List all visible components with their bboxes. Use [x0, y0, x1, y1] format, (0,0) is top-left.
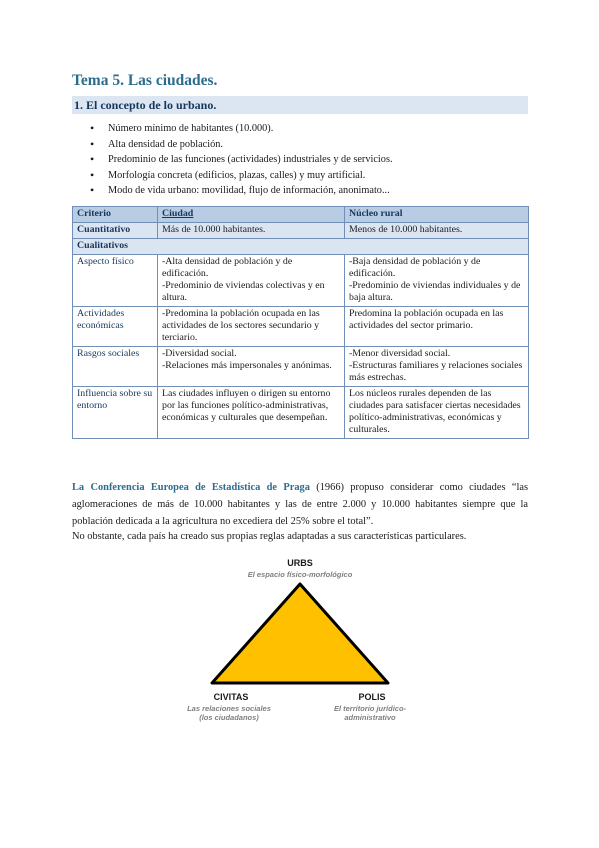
triangle-shape [212, 584, 388, 683]
polis-sublabel-1: El territorio jurídico- [333, 704, 407, 713]
ciudad-cell: -Predomina la población ocupada en las actividades de los sectores secundario y terciario. [158, 307, 345, 347]
civitas-sublabel-2: (los ciudadanos) [199, 713, 259, 722]
criterio-cell: Actividades económicas [73, 307, 158, 347]
urbs-sublabel: El espacio físico-morfológico [247, 570, 353, 579]
civitas-sublabel-1: Las relaciones sociales [187, 704, 271, 713]
ciudad-cell: Las ciudades influyen o dirigen su entorno por las funciones político-administrativas, económicas y culturales que desempeñan. [158, 387, 345, 439]
criterio-cell: Rasgos sociales [73, 347, 158, 387]
criterio-cell: Cuantitativo [73, 223, 158, 239]
polis-label: POLIS [358, 692, 386, 702]
rural-cell: Predomina la población ocupada en las actividades del sector primario. [345, 307, 529, 347]
cell-line: -Predominio de viviendas individuales y de baja altura. [349, 280, 521, 303]
paragraph-note: No obstante, cada país ha creado sus propias reglas adaptadas a sus características particulares. [72, 531, 467, 542]
cell-line: -Menor diversidad social. [349, 348, 451, 359]
cell-line: -Predominio de viviendas colectivas y en altura. [162, 280, 325, 303]
civitas-label: CIVITAS [213, 692, 249, 702]
page-title: Tema 5. Las ciudades. [72, 72, 218, 89]
bullet-item: • Alta densidad de población. [90, 137, 393, 153]
header-rural: Núcleo rural [345, 207, 529, 223]
criterio-cell: Aspecto físico [73, 255, 158, 307]
polis-sublabel-2: administrativo [344, 713, 396, 722]
ciudad-cell: Más de 10.000 habitantes. [158, 223, 345, 239]
category-label: Cualitativos [73, 239, 529, 255]
cell-line: -Relaciones más impersonales y anónimas. [162, 360, 332, 371]
bullet-item: • Modo de vida urbano: movilidad, flujo de información, anonimato... [90, 183, 393, 199]
cell-line: -Baja densidad de población y de edificación. [349, 256, 481, 279]
criterio-cell: Influencia sobre su entorno [73, 387, 158, 439]
bullet-item: • Morfología concreta (edificios, plazas, calles) y muy artificial. [90, 168, 393, 184]
bullet-item: • Número mínimo de habitantes (10.000). [90, 121, 393, 137]
paragraph-text: (1966) propuso considerar como ciudades “las aglomeraciones de más de 10.000 habitantes y las de entre 2.000 y 10.000 habitantes siempre que la población dedicada a la agricultura no excediera del 25% sobre el total”. [72, 482, 528, 527]
rural-cell: Menos de 10.000 habitantes. [345, 223, 529, 239]
cell-line: -Alta densidad de población y de edificación. [162, 256, 293, 279]
urbs-label: URBS [287, 558, 313, 568]
cell-line: -Diversidad social. [162, 348, 237, 359]
conference-name: La Conferencia Europea de Estadística de Praga [72, 482, 310, 493]
rural-cell: Los núcleos rurales dependen de las ciudades para satisfacer ciertas necesidades político-administrativas, económicas y culturales. [345, 387, 529, 439]
section-heading: 1. El concepto de lo urbano. [72, 96, 528, 114]
header-criterio: Criterio [73, 207, 158, 223]
cell-line: -Estructuras familiares y relaciones sociales más estrechas. [349, 360, 523, 383]
bullet-item: • Predominio de las funciones (actividades) industriales y de servicios. [90, 152, 393, 168]
header-ciudad: Ciudad [158, 207, 345, 223]
